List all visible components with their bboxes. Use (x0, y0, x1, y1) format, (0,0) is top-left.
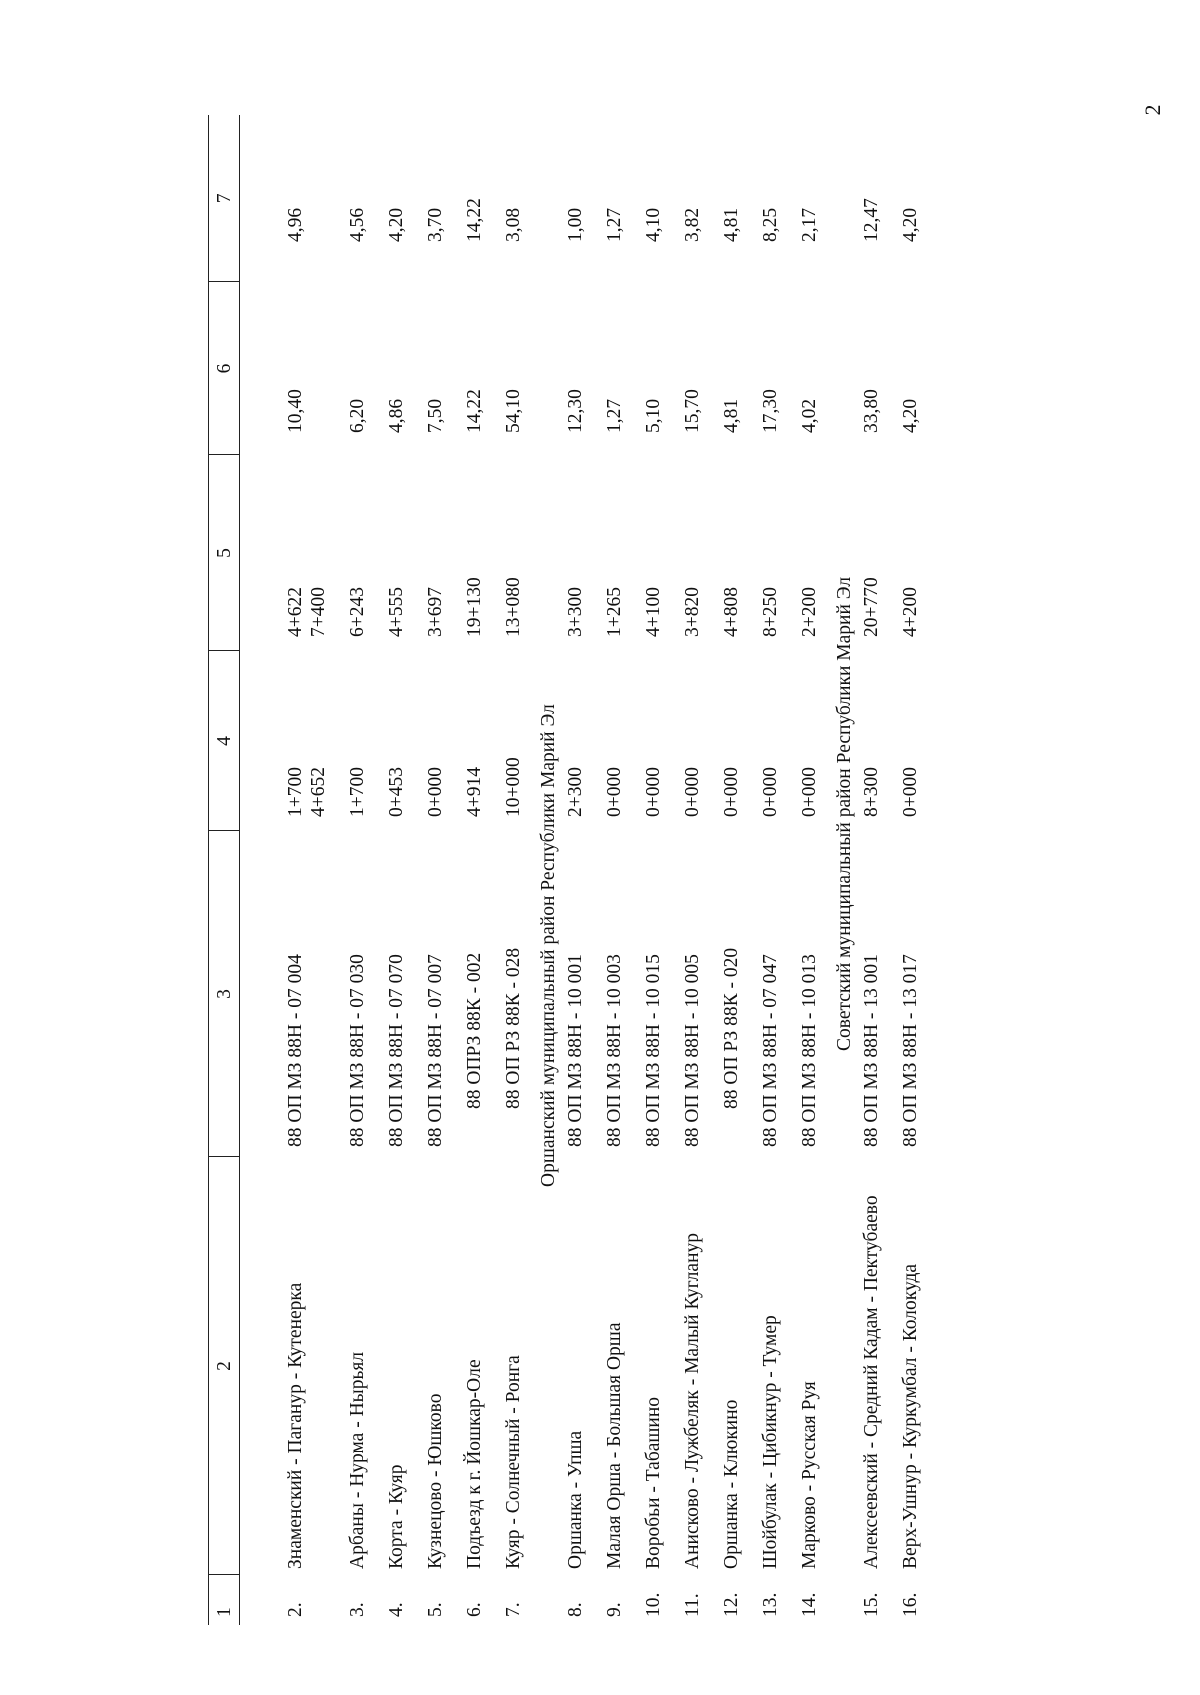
section-heading: Советский муниципальный район Республики Марий Эл (834, 576, 855, 1051)
row-number: 15. (861, 1592, 882, 1617)
table-row (716, 115, 755, 1625)
road-name: Корта - Куяр (386, 1464, 407, 1569)
section-length: 4,56 (347, 207, 368, 242)
column-header-2: 2 (209, 1157, 240, 1575)
km-end: 3+820 (682, 587, 703, 637)
section-heading: Оршанский муниципальный район Республики Марий Эл (538, 704, 559, 1187)
row-number: 9. (604, 1602, 625, 1617)
table-body (240, 115, 935, 1625)
row-number: 13. (760, 1592, 781, 1617)
section-length: 3,08 (503, 207, 524, 242)
table-row (755, 115, 794, 1625)
road-name: Арбаны - Нурма - Нырьял (347, 1351, 368, 1569)
row-number: 4. (386, 1602, 407, 1617)
row-number: 3. (347, 1602, 368, 1617)
total-length: 17,30 (760, 389, 781, 433)
km-start: 4+914 (464, 767, 485, 817)
road-code: 88 ОП МЗ 88Н - 07 070 (386, 954, 407, 1147)
road-code: 88 ОП РЗ 88К - 020 (721, 947, 742, 1109)
row-number: 14. (799, 1592, 820, 1617)
road-code: 88 ОП МЗ 88Н - 10 005 (682, 954, 703, 1147)
row-number: 11. (682, 1593, 703, 1617)
table-row (459, 115, 498, 1625)
road-code: 88 ОП МЗ 88Н - 13 001 (861, 954, 882, 1147)
section-length: 2,17 (799, 207, 820, 242)
total-length: 33,80 (861, 389, 882, 433)
row-number: 10. (643, 1592, 664, 1617)
km-start: 0+000 (760, 767, 781, 817)
roads-table (208, 115, 934, 1625)
total-length: 7,50 (425, 398, 446, 433)
section-length: 1,27 (604, 207, 625, 242)
section-heading-row (833, 115, 856, 1625)
km-end: 6+243 (347, 587, 368, 637)
table-row (342, 115, 381, 1625)
km-end: 13+080 (503, 577, 524, 637)
km-start: 0+000 (799, 767, 820, 817)
section-length: 4,20 (386, 207, 407, 242)
total-length: 4,81 (721, 398, 742, 433)
row-number: 7. (503, 1602, 524, 1617)
table-row (599, 115, 638, 1625)
km-start: 0+000 (604, 767, 625, 817)
km-start: 0+453 (386, 767, 407, 817)
table-row (794, 115, 833, 1625)
road-name: Малая Орша - Большая Орша (604, 1322, 625, 1569)
section-heading-row (537, 115, 560, 1625)
road-name: Шойбулак - Цибикнур - Тумер (760, 1315, 781, 1569)
km-end: 4+808 (721, 587, 742, 637)
column-header-7: 7 (209, 115, 240, 282)
road-name: Куяр - Солнечный - Ронга (503, 1355, 524, 1569)
table-row (638, 115, 677, 1625)
road-name: Знаменский - Паганур - Кутенерка (285, 1282, 306, 1569)
km-start: 10+000 (503, 757, 524, 817)
km-start: 0+000 (682, 767, 703, 817)
table-header-row (209, 115, 240, 1625)
km-start: 0+000 (900, 767, 921, 817)
total-length: 12,30 (565, 389, 586, 433)
road-name: Марково - Русская Руя (799, 1381, 820, 1569)
row-number: 12. (721, 1592, 742, 1617)
column-header-3: 3 (209, 831, 240, 1157)
table-row (420, 115, 459, 1625)
row-number: 8. (565, 1602, 586, 1617)
road-name: Подъезд к г. Йошкар-Оле (464, 1359, 485, 1569)
road-code: 88 ОП МЗ 88Н - 07 004 (285, 954, 306, 1147)
total-length: 10,40 (285, 389, 306, 433)
table-row (895, 115, 934, 1625)
road-name: Воробьи - Табашино (643, 1396, 664, 1569)
km-end: 1+265 (604, 587, 625, 637)
table-row (381, 115, 420, 1625)
road-code: 88 ОП МЗ 88Н - 07 047 (760, 954, 781, 1147)
page-number: 2 (1140, 104, 1165, 116)
km-end: 4+100 (643, 587, 664, 637)
km-end: 4+622 7+400 (285, 587, 329, 637)
km-start: 8+300 (861, 767, 882, 817)
km-end: 4+555 (386, 587, 407, 637)
km-end: 8+250 (760, 587, 781, 637)
section-length: 14,22 (464, 198, 485, 242)
road-name: Кузнецово - Юшково (425, 1393, 446, 1569)
total-length: 6,20 (347, 398, 368, 433)
total-length: 4,86 (386, 398, 407, 433)
road-code: 88 ОПРЗ 88К - 002 (464, 952, 485, 1109)
road-name: Оршанка - Клюкино (721, 1399, 742, 1569)
rotated-table-frame (208, 115, 1200, 1625)
km-end: 3+697 (425, 587, 446, 637)
km-start: 2+300 (565, 767, 586, 817)
road-code: 88 ОП МЗ 88Н - 10 003 (604, 954, 625, 1147)
total-length: 4,20 (900, 398, 921, 433)
section-length: 4,81 (721, 207, 742, 242)
table-row (280, 115, 342, 1625)
column-header-1: 1 (209, 1575, 240, 1625)
column-header-6: 6 (209, 282, 240, 455)
section-length: 3,82 (682, 207, 703, 242)
header-spacer (240, 115, 281, 1625)
row-number: 6. (464, 1602, 485, 1617)
road-code: 88 ОП РЗ 88К - 028 (503, 947, 524, 1109)
row-number: 16. (900, 1592, 921, 1617)
section-length: 4,96 (285, 207, 306, 242)
road-code: 88 ОП МЗ 88Н - 10 015 (643, 954, 664, 1147)
section-length: 4,10 (643, 207, 664, 242)
section-heading-cell (537, 115, 560, 1625)
road-code: 88 ОП МЗ 88Н - 10 013 (799, 954, 820, 1147)
km-end: 19+130 (464, 577, 485, 637)
row-number: 5. (425, 1602, 446, 1617)
km-end: 4+200 (900, 587, 921, 637)
total-length: 1,27 (604, 398, 625, 433)
table-row (677, 115, 716, 1625)
table-row (856, 115, 895, 1625)
total-length: 54,10 (503, 389, 524, 433)
section-length: 4,20 (900, 207, 921, 242)
road-code: 88 ОП МЗ 88Н - 10 001 (565, 954, 586, 1147)
km-end: 3+300 (565, 587, 586, 637)
km-start: 0+000 (721, 767, 742, 817)
section-length: 12,47 (861, 198, 882, 242)
road-name: Оршанка - Упша (565, 1430, 586, 1569)
km-start: 0+000 (425, 767, 446, 817)
section-length: 8,25 (760, 207, 781, 242)
road-code: 88 ОП МЗ 88Н - 07 007 (425, 954, 446, 1147)
column-header-4: 4 (209, 651, 240, 831)
table-row (498, 115, 537, 1625)
section-heading-cell (833, 115, 856, 1625)
road-name: Анисково - Лужбеляк - Малый Кугланур (682, 1232, 703, 1569)
road-code: 88 ОП МЗ 88Н - 13 017 (900, 954, 921, 1147)
km-start: 1+700 4+652 (285, 767, 329, 817)
section-length: 1,00 (565, 207, 586, 242)
table-row (560, 115, 599, 1625)
row-number: 2. (285, 1602, 306, 1617)
road-code: 88 ОП МЗ 88Н - 07 030 (347, 954, 368, 1147)
km-end: 2+200 (799, 587, 820, 637)
total-length: 5,10 (643, 398, 664, 433)
km-end: 20+770 (861, 577, 882, 637)
road-name: Алексеевский - Средний Кадам - Пектубаево (861, 1195, 882, 1569)
total-length: 14,22 (464, 389, 485, 433)
column-header-5: 5 (209, 455, 240, 651)
road-name: Верх-Ушнур - Куркумбал - Колокуда (900, 1263, 921, 1569)
km-start: 1+700 (347, 767, 368, 817)
km-start: 0+000 (643, 767, 664, 817)
total-length: 4,02 (799, 398, 820, 433)
section-length: 3,70 (425, 207, 446, 242)
total-length: 15,70 (682, 389, 703, 433)
